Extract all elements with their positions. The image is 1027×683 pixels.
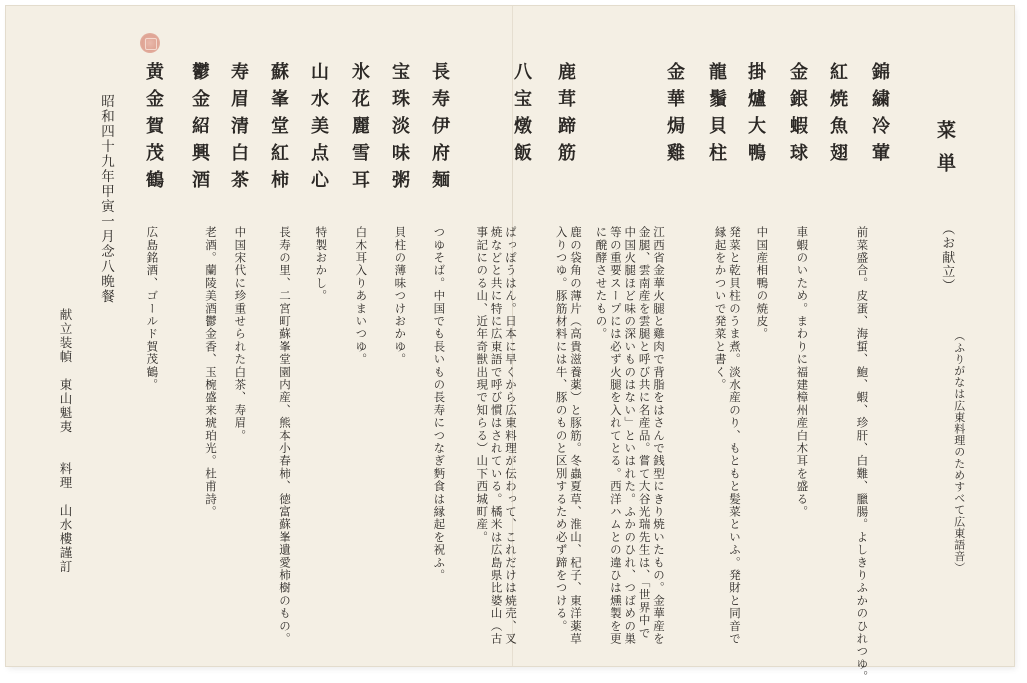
dish-description: 長寿の里、二宮町蘇峯堂園内産、熊本小春柿、徳富蘇峯遺愛柿樹のもの。 bbox=[278, 226, 292, 646]
dish-description: 前菜盛合。皮蛋、海蜇、鮑、蝦、珍肝、白難、臘腸。よしきりふかのひれつゆ。 bbox=[855, 226, 870, 683]
dish-name: 紅焼魚翅 bbox=[827, 62, 848, 170]
dish-name: 八宝燉飯 bbox=[511, 62, 532, 170]
dish-name: 蘇峯堂紅柿 bbox=[268, 62, 289, 197]
dish-description: 白木耳入りあまいつゆ。 bbox=[354, 226, 369, 366]
dish-description: 広島銘酒、ゴールド賀茂鶴。 bbox=[145, 226, 160, 392]
dish-description: 江西省金華火腿と雞肉で背脂をはさんで銭型にきり焼いたもの。金華産を金腿、雲南産を雲腿と呼び共に名産品。嘗て大谷光瑞先生は、「世界中で中国火腿ほど味の深いものはない」といはれた。ふかのひれ、つばめの巣等の重要スープには必ず火腿を入れてとる。西洋ハムとの違ひは燻製を更に醗酵させたもの。 bbox=[594, 226, 666, 646]
dish-description: 特製おかし。 bbox=[314, 226, 329, 303]
dish-name: 山水美点心 bbox=[308, 62, 329, 197]
menu-subtitle: （お献立） bbox=[939, 222, 955, 293]
dish-description: 中国宋代に珍重せられた白茶、寿眉。 bbox=[233, 226, 248, 442]
dish-name: 錦繍冷葷 bbox=[869, 62, 890, 170]
dish-name: 鬱金紹興酒 bbox=[189, 62, 210, 197]
dish-name: 龍鬚貝柱 bbox=[706, 62, 727, 170]
dish-name: 金銀蝦球 bbox=[787, 62, 808, 170]
dish-description: 老酒。蘭陵美酒鬱金香、玉椀盛来琥珀光。杜甫詩。 bbox=[204, 226, 218, 519]
furigana-note: （ふりがなは広東料理のためすべて広東語音） bbox=[952, 330, 966, 574]
dish-description: 中国産相鴨の焼皮。 bbox=[755, 226, 770, 341]
dish-name: 長寿伊府麺 bbox=[429, 62, 450, 197]
dish-name: 鹿茸蹄筋 bbox=[555, 62, 576, 170]
menu-title: 菜単 bbox=[934, 120, 956, 186]
dish-description: 貝柱の薄味つけおかゆ。 bbox=[393, 226, 408, 366]
menu-credits: 献立装幀 東山魁夷 料理 山水樓謹訂 bbox=[58, 308, 73, 574]
dish-description: ぱっぽうはん。日本に早くから広東料理が伝わって、これだけは焼売、叉焼などと共に特に広東語で呼び慣はされている。橘米は広島県比婆山（古事記にのる山、近年奇獣出現で知らる）山下西城町産。 bbox=[475, 226, 518, 646]
red-seal-stamp bbox=[140, 33, 160, 53]
dish-description: つゆそば。中国でも長いもの長寿につなぎ麪食は縁起を祝ふ。 bbox=[432, 226, 447, 582]
dish-name: 寿眉清白茶 bbox=[228, 62, 249, 197]
dish-description: 車蝦のいため。まわりに福建樟州産白木耳を盛る。 bbox=[795, 226, 810, 519]
dish-name: 掛爐大鴨 bbox=[745, 62, 766, 170]
dish-name: 黄金賀茂鶴 bbox=[143, 62, 164, 197]
dish-name: 金華焗雞 bbox=[664, 62, 685, 170]
dish-name: 氷花麗雪耳 bbox=[349, 62, 370, 197]
dish-name: 宝珠淡味粥 bbox=[389, 62, 410, 197]
dish-description: 鹿の袋角の薄片（高貴滋養薬）と豚筋。冬蟲夏草、淮山、杞子、東洋薬草入りつゆ。豚筋材料には牛、豚のものと区別するため必ず蹄をつける。 bbox=[554, 226, 583, 646]
dish-description: 発菜と乾貝柱のうま煮。淡水産のり、もともと髪菜といふ。発財と同音で縁起をかついで発菜と書く。 bbox=[713, 226, 742, 646]
dinner-date: 昭和四十九年甲寅一月念八晩餐 bbox=[98, 94, 114, 304]
